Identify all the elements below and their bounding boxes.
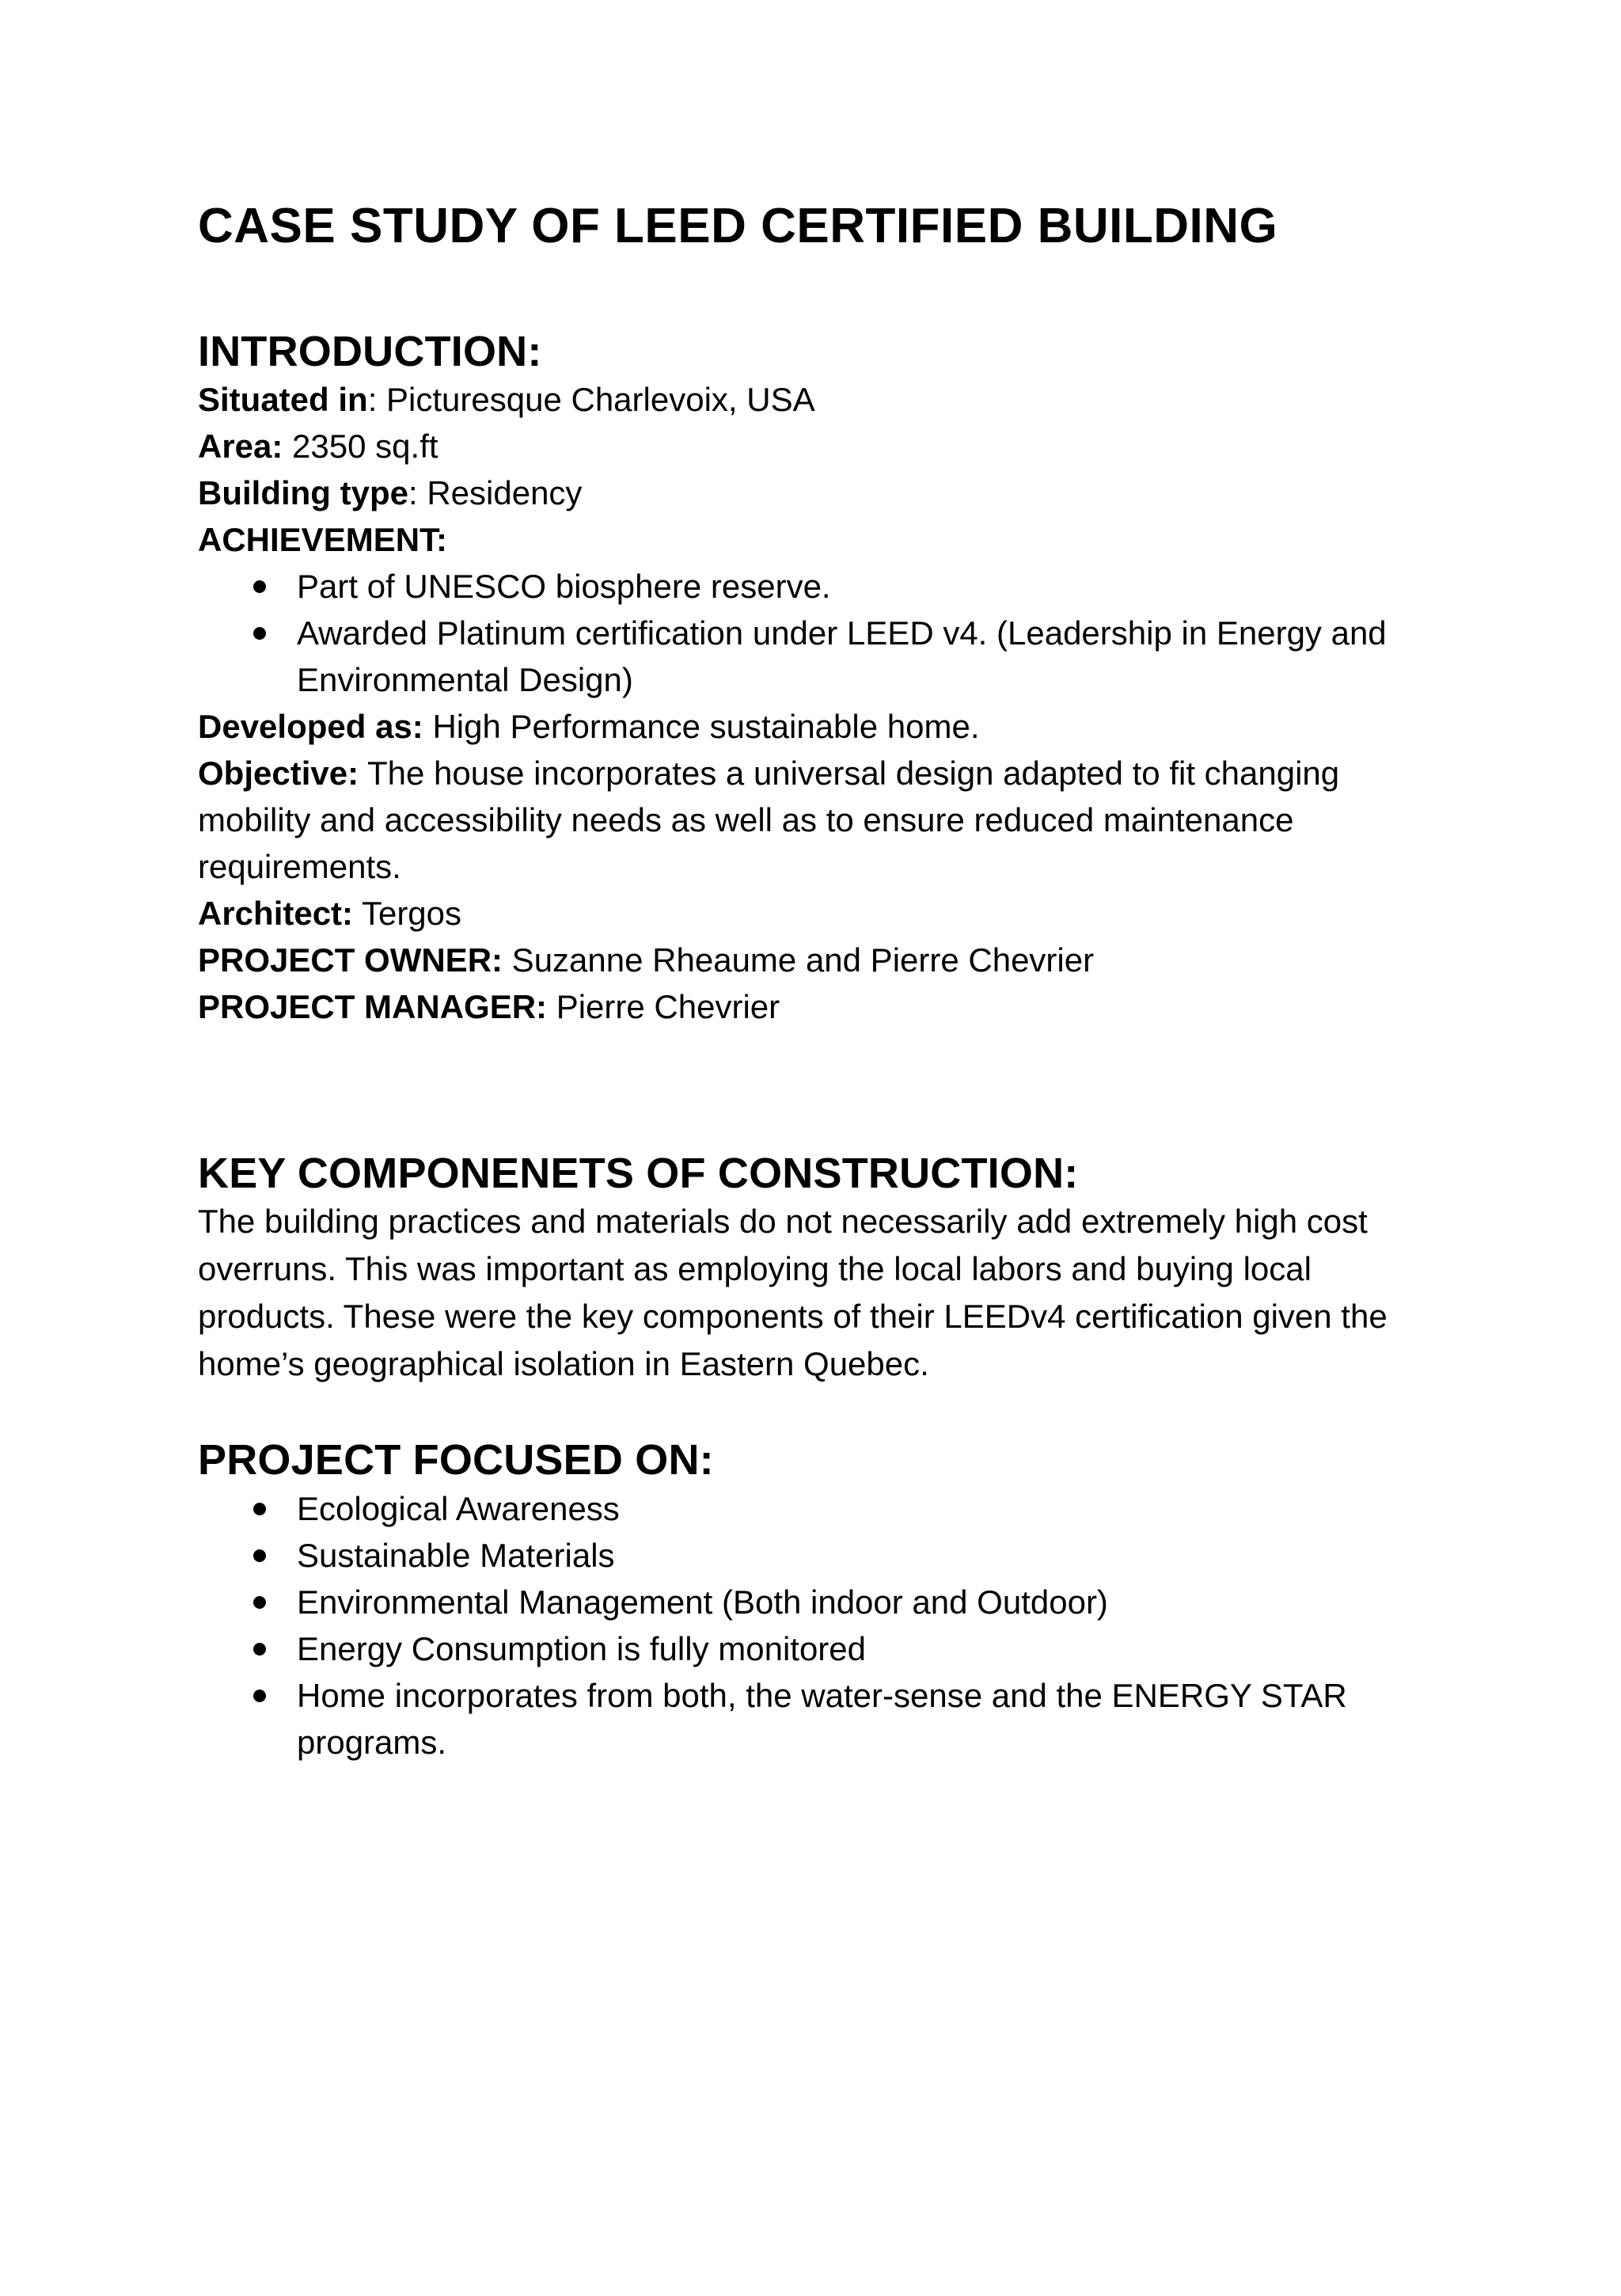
architect-label: Architect:	[198, 895, 354, 933]
project-focus-section	[198, 1435, 1417, 1765]
situated-label: Situated in	[198, 381, 368, 419]
objective-value: The house incorporates a universal design adapted to fit changing mobility and accessibility needs as well as to ensure reduced maintenance requirements.	[198, 755, 1340, 886]
bullet-icon	[253, 1643, 266, 1655]
owner-line	[198, 937, 1417, 983]
project-focus-heading: PROJECT FOCUSED ON:	[198, 1436, 714, 1484]
owner-label: PROJECT OWNER:	[198, 941, 503, 979]
manager-line	[198, 983, 1417, 1030]
focus-text: Sustainable Materials	[297, 1536, 615, 1574]
bullet-icon	[253, 627, 266, 640]
bullet-icon	[253, 1690, 266, 1702]
achievement-label: ACHIEVEMENT:	[198, 521, 448, 559]
developed-line	[198, 703, 1417, 750]
achievement-text: Awarded Platinum certification under LEED v4. (Leadership in Energy and Environmental Design)	[297, 614, 1387, 699]
focus-text: Home incorporates from both, the water-sense and the ENERGY STAR programs.	[297, 1676, 1347, 1761]
bullet-icon	[253, 580, 266, 593]
area-label: Area:	[198, 428, 283, 466]
area-value: 2350 sq.ft	[283, 428, 438, 466]
focus-text: Energy Consumption is fully monitored	[297, 1629, 867, 1667]
introduction-heading: INTRODUCTION:	[198, 328, 542, 376]
objective-line	[198, 750, 1417, 890]
area-line	[198, 423, 1417, 469]
owner-value: Suzanne Rheaume and Pierre Chevrier	[503, 941, 1095, 979]
developed-label: Developed as:	[198, 708, 423, 746]
key-components-heading: KEY COMPONENETS OF CONSTRUCTION:	[198, 1150, 1079, 1198]
list-item	[198, 1485, 1417, 1532]
introduction-section	[198, 327, 1417, 1030]
manager-label: PROJECT MANAGER:	[198, 988, 548, 1026]
building-type-value: : Residency	[408, 474, 583, 512]
list-item	[198, 1532, 1417, 1579]
building-type-line	[198, 469, 1417, 516]
objective-label: Objective:	[198, 755, 359, 793]
manager-value: Pierre Chevrier	[547, 988, 780, 1026]
architect-value: Tergos	[353, 895, 462, 933]
achievement-text: Part of UNESCO biosphere reserve.	[297, 568, 831, 606]
list-item	[198, 1625, 1417, 1672]
situated-line	[198, 376, 1417, 423]
list-item	[198, 1672, 1417, 1766]
focus-text: Ecological Awareness	[297, 1489, 620, 1527]
list-item	[198, 1579, 1417, 1625]
achievement-list	[198, 563, 1417, 703]
architect-line	[198, 890, 1417, 937]
bullet-icon	[253, 1503, 266, 1515]
key-components-section	[198, 1149, 1417, 1388]
bullet-icon	[253, 1596, 266, 1609]
document-page	[198, 198, 1417, 1766]
situated-value: : Picturesque Charlevoix, USA	[367, 381, 815, 419]
document-title: CASE STUDY OF LEED CERTIFIED BUILDING	[198, 199, 1278, 253]
developed-value: High Performance sustainable home.	[423, 708, 980, 746]
list-item	[198, 563, 1417, 610]
focus-text: Environmental Management (Both indoor and Outdoor)	[297, 1583, 1108, 1621]
list-item	[198, 610, 1417, 703]
key-components-paragraph: The building practices and materials do not necessarily add extremely high cost overruns. This was important as employing the local labors and buying local products. These were the key components of their LEEDv4 certification given the home’s geographical isolation in Eastern Quebec.	[198, 1203, 1388, 1383]
bullet-icon	[253, 1549, 266, 1562]
project-focus-list	[198, 1485, 1417, 1766]
building-type-label: Building type	[198, 474, 408, 512]
